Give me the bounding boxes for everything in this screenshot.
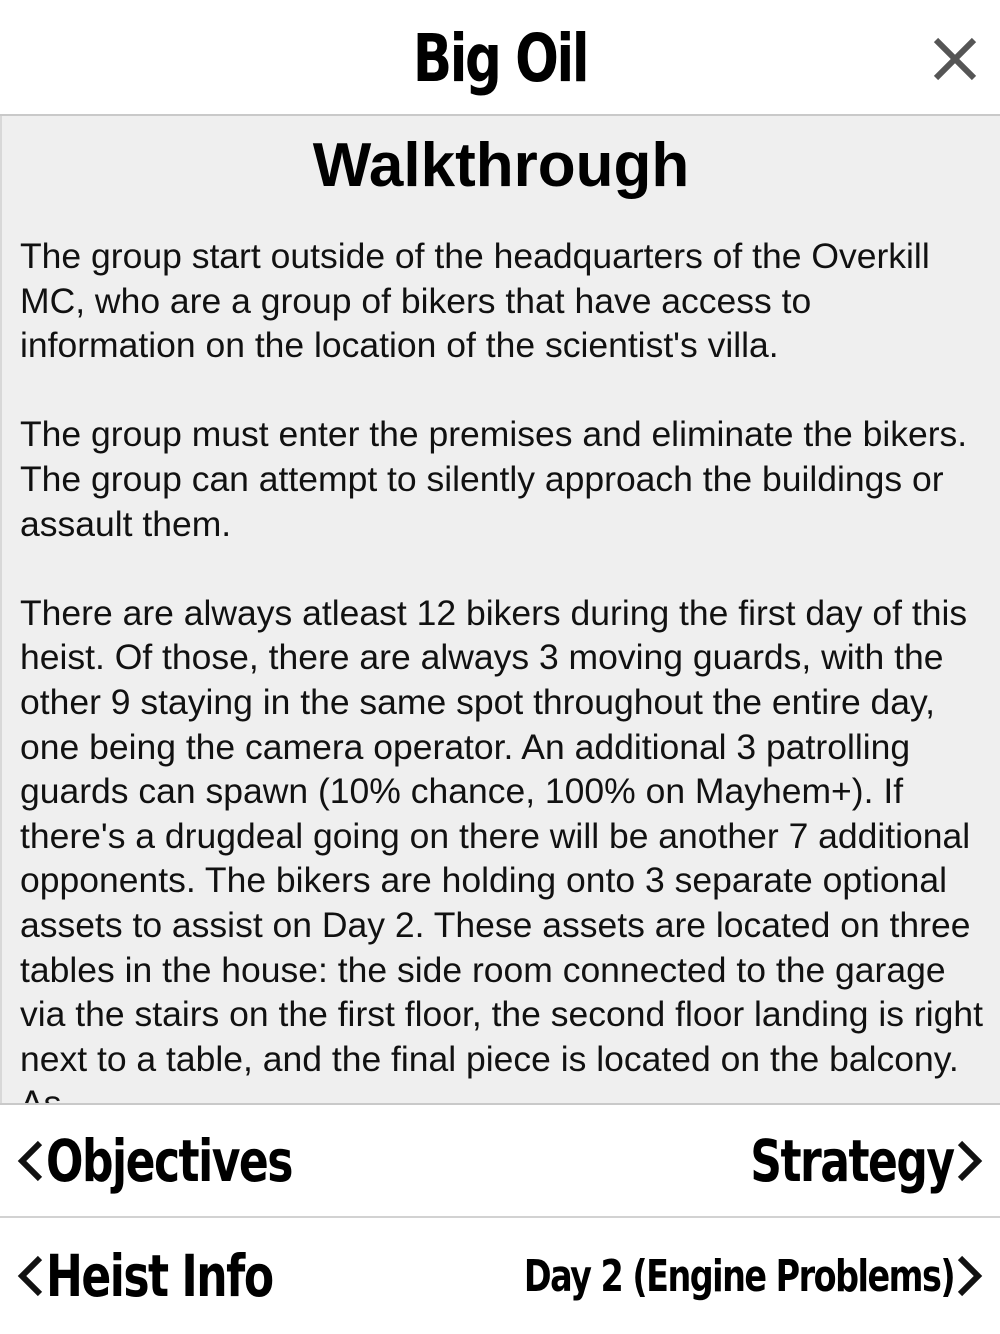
section-title: Walkthrough [312,131,690,200]
prev-page-label: Heist Info [46,1242,273,1310]
paragraph: There are always atleast 12 bikers during the first day of this heist. Of those, there are always 3 moving guards, with the other 9 staying in the same spot throughout the entire day, one being the camera operator. An additional 3 patrolling guards can spawn (10% chance, 100% on Mayhem+). If there's a drugdeal going on there will be another 7 additional opponents. The bikers are holding onto 3 separate optional assets to assist on Day 2. These assets are located on three tables in the house: the side room connected to the garage via the stairs on the first floor, the second floor landing is right next to a table, and the final piece is located on the balcony. [20,592,983,1079]
header-bar [0,0,1000,116]
paragraph: The group start outside of the headquarters of the Overkill MC, who are a group of bikers that have access to information on the location of the scientist's villa. [20,236,930,366]
next-section-button[interactable] [686,1105,984,1216]
page-title: Big Oil [412,20,588,97]
chevron-right-icon [954,1137,984,1185]
prev-section-button[interactable] [16,1105,370,1216]
next-page-button[interactable] [388,1218,984,1334]
next-page-label: Day 2 (Engine Problems) [523,1250,954,1302]
paragraph: The group must enter the premises and eliminate the bikers. The group can attempt to silently approach the buildings or assault them. [20,414,968,544]
next-section-label: Strategy [750,1126,954,1195]
walkthrough-content[interactable] [0,116,1000,1103]
walkthrough-text [2,234,1000,1126]
prev-page-button[interactable] [16,1218,344,1334]
close-icon [932,36,978,82]
page-nav-row [0,1218,1000,1334]
chevron-left-icon [16,1252,46,1300]
chevron-right-icon [954,1252,984,1300]
prev-section-label: Objectives [46,1126,293,1195]
close-button[interactable] [932,36,978,82]
chevron-left-icon [16,1137,46,1185]
section-nav-row [0,1103,1000,1218]
